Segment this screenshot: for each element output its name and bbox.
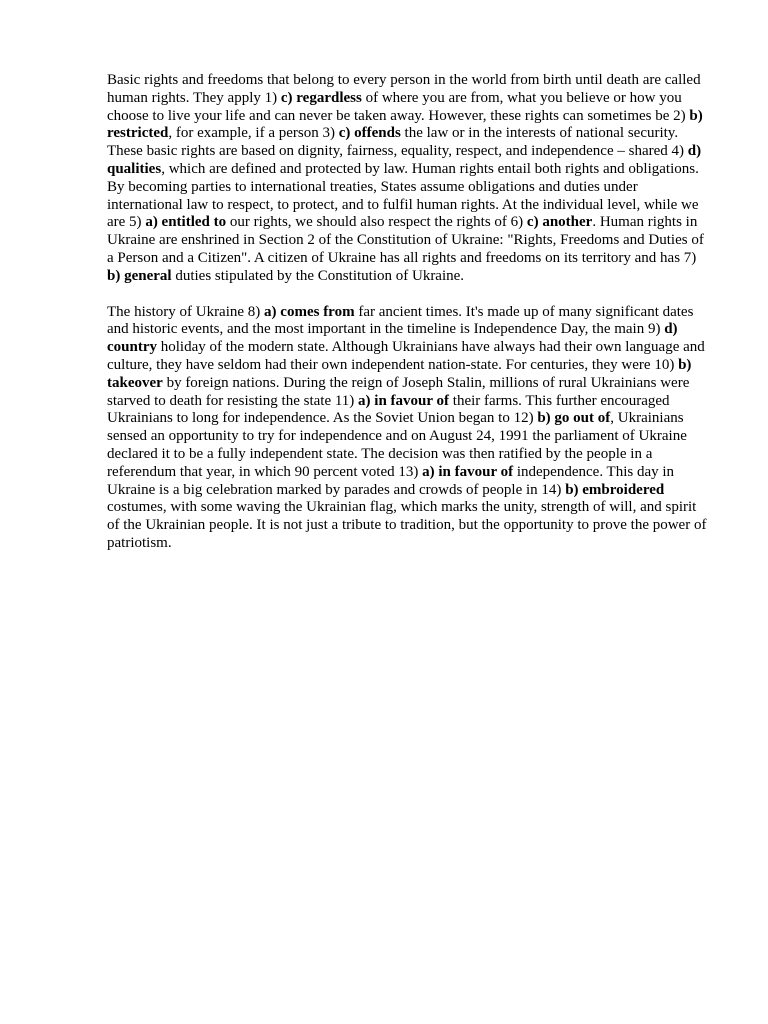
text-run: . Human rights in Ukraine are enshrined in Section 2 of the Constitution of Ukraine: "Rights, Freedoms and Duties of a Person and a Citizen". A citizen of Ukraine has all rights and freedoms on its territory and has 7) <box>107 214 704 266</box>
paragraph-human-rights <box>107 72 709 286</box>
text-run: the law or in the interests of national security. These basic rights are based on dignity, fairness, equality, respect, and independence – shared 4) <box>107 125 688 160</box>
answer-choice: b) takeover <box>107 356 692 391</box>
text-run: our rights, we should also respect the rights of 6) <box>226 214 527 231</box>
answer-choice: b) embroidered <box>565 481 665 498</box>
text-run: Basic rights and freedoms that belong to every person in the world from birth until death are called human rights. They apply 1) <box>107 72 701 106</box>
answer-choice: d) country <box>107 321 678 356</box>
text-run: , which are defined and protected by law. Human rights entail both rights and obligations. By becoming parties to international treaties, States assume obligations and duties under international law to respect, to protect, and to fulfil human rights. At the individual level, while we are 5) <box>107 160 699 231</box>
text-run: far ancient times. It's made up of many significant dates and historic events, and the most important in the timeline is Independence Day, the main 9) <box>107 303 694 338</box>
answer-choice: b) general <box>107 267 172 284</box>
answer-choice: a) in favour of <box>358 392 450 409</box>
answer-choice: a) comes from <box>264 303 355 320</box>
text-run: The history of Ukraine 8) <box>107 303 265 320</box>
answer-choice: d) qualities <box>107 143 702 177</box>
text-run: of where you are from, what you believe or how you choose to live your life and can never be taken away. However, these rights can sometimes be 2) <box>107 89 690 124</box>
text-run: independence. This day in Ukraine is a big celebration marked by parades and crowds of people in 14) <box>107 463 675 498</box>
text-run: holiday of the modern state. Although Ukrainians have always had their own language and culture, they have seldom had their own independent nation-state. For centuries, they were 10) <box>107 339 705 373</box>
answer-choice: a) entitled to <box>145 214 227 231</box>
answer-choice: b) restricted <box>107 107 703 142</box>
answer-choice: c) offends <box>338 125 401 142</box>
text-run: their farms. This further encouraged Ukrainians to long for independence. As the Soviet Union began to 12) <box>107 392 670 427</box>
document-page <box>107 72 709 553</box>
answer-choice: c) regardless <box>280 89 362 106</box>
paragraph-history-of-ukraine <box>107 304 709 553</box>
answer-choice: c) another <box>526 214 593 231</box>
text-run: , for example, if a person 3) <box>168 125 339 142</box>
answer-choice: a) in favour of <box>422 463 514 480</box>
text-run: costumes, with some waving the Ukrainian flag, which marks the unity, strength of will, and spirit of the Ukrainian people. It is not just a tribute to tradition, but the opportunity to prove the power of patriotism. <box>107 499 707 551</box>
text-run: , Ukrainians sensed an opportunity to try for independence and on August 24, 1991 the parliament of Ukraine declared it to be a fully independent state. The decision was then ratified by the people in a referendum that year, in which 90 percent voted 13) <box>107 410 687 480</box>
text-run: by foreign nations. During the reign of Joseph Stalin, millions of rural Ukrainians were starved to death for resisting the state 11) <box>107 374 690 409</box>
answer-choice: b) go out of <box>537 410 611 427</box>
text-run: duties stipulated by the Constitution of Ukraine. <box>171 267 465 284</box>
